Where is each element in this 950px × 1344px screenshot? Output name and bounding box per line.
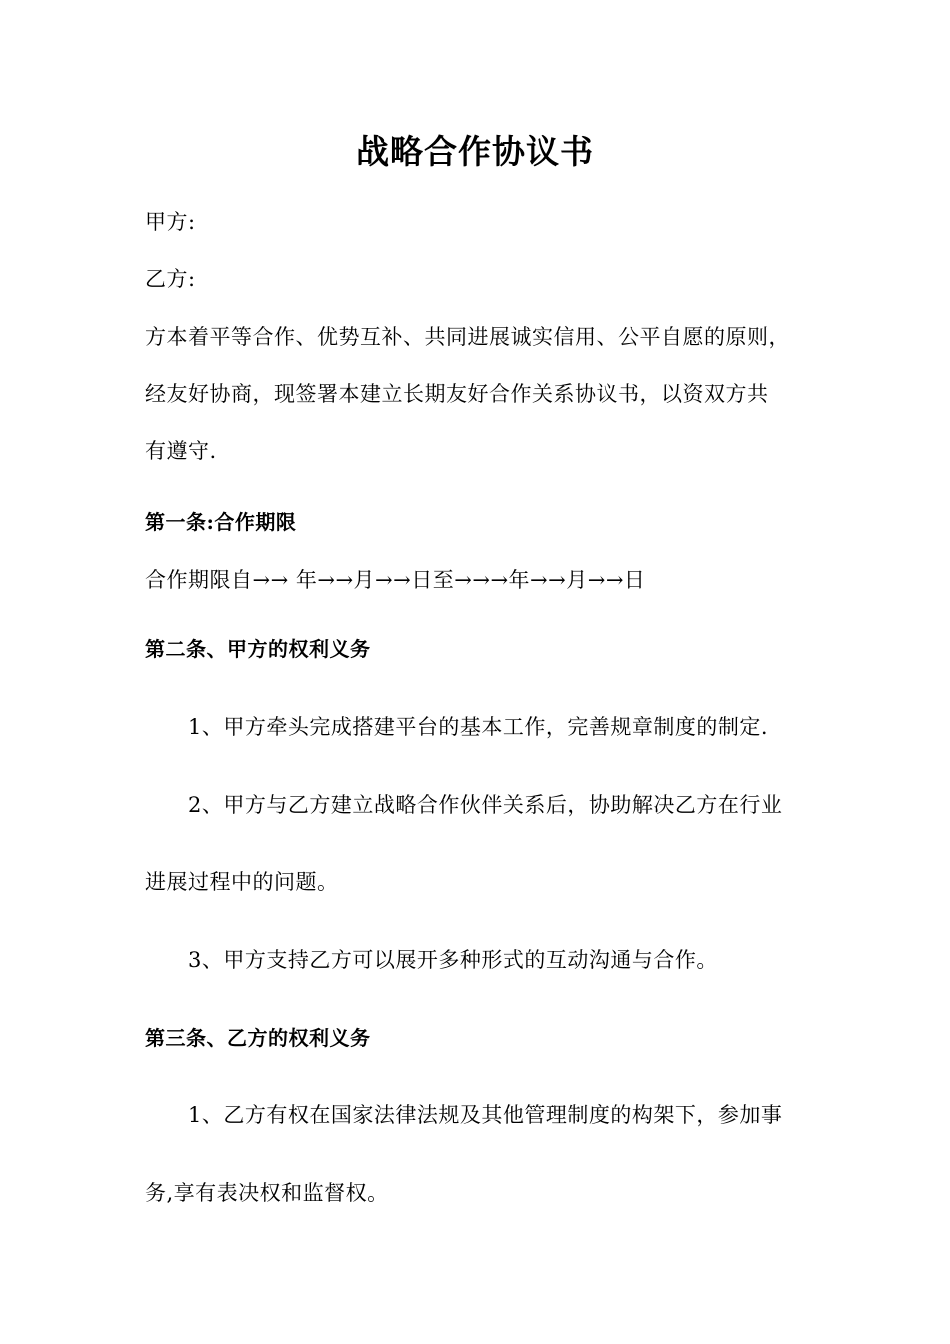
article-2-item-1: 1、甲方牵头完成搭建平台的基本工作，完善规章制度的制定.: [188, 715, 769, 739]
article-2-heading: 第二条、甲方的权利义务: [145, 637, 371, 661]
article-2-item-2-line-1: 2、甲方与乙方建立战略合作伙伴关系后，协助解决乙方在行业: [188, 793, 783, 817]
article-3-item-1-line-1: 1、乙方有权在国家法律法规及其他管理制度的构架下，参加事: [188, 1103, 783, 1127]
article-2-item-2-line-2: 进展过程中的问题。: [145, 870, 339, 894]
preamble-line-2: 经友好协商，现签署本建立长期友好合作关系协议书，以资双方共: [145, 382, 769, 406]
article-3-item-1-line-2: 务,享有表决权和监督权。: [145, 1181, 389, 1205]
preamble-line-1: 方本着平等合作、优势互补、共同进展诚实信用、公平自愿的原则，: [145, 325, 790, 349]
preamble-line-3: 有遵守.: [145, 439, 217, 463]
article-3-heading: 第三条、乙方的权利义务: [145, 1026, 371, 1050]
party-a-label: 甲方:: [145, 210, 196, 234]
document-title: 战略合作协议书: [356, 132, 594, 171]
article-1-heading: 第一条:合作期限: [145, 510, 297, 534]
article-2-item-3: 3、甲方支持乙方可以展开多种形式的互动沟通与合作。: [188, 948, 718, 972]
party-b-label: 乙方:: [145, 267, 196, 291]
article-1-term-text: 合作期限自→→ 年→→月→→日至→→→年→→月→→日: [145, 568, 646, 592]
